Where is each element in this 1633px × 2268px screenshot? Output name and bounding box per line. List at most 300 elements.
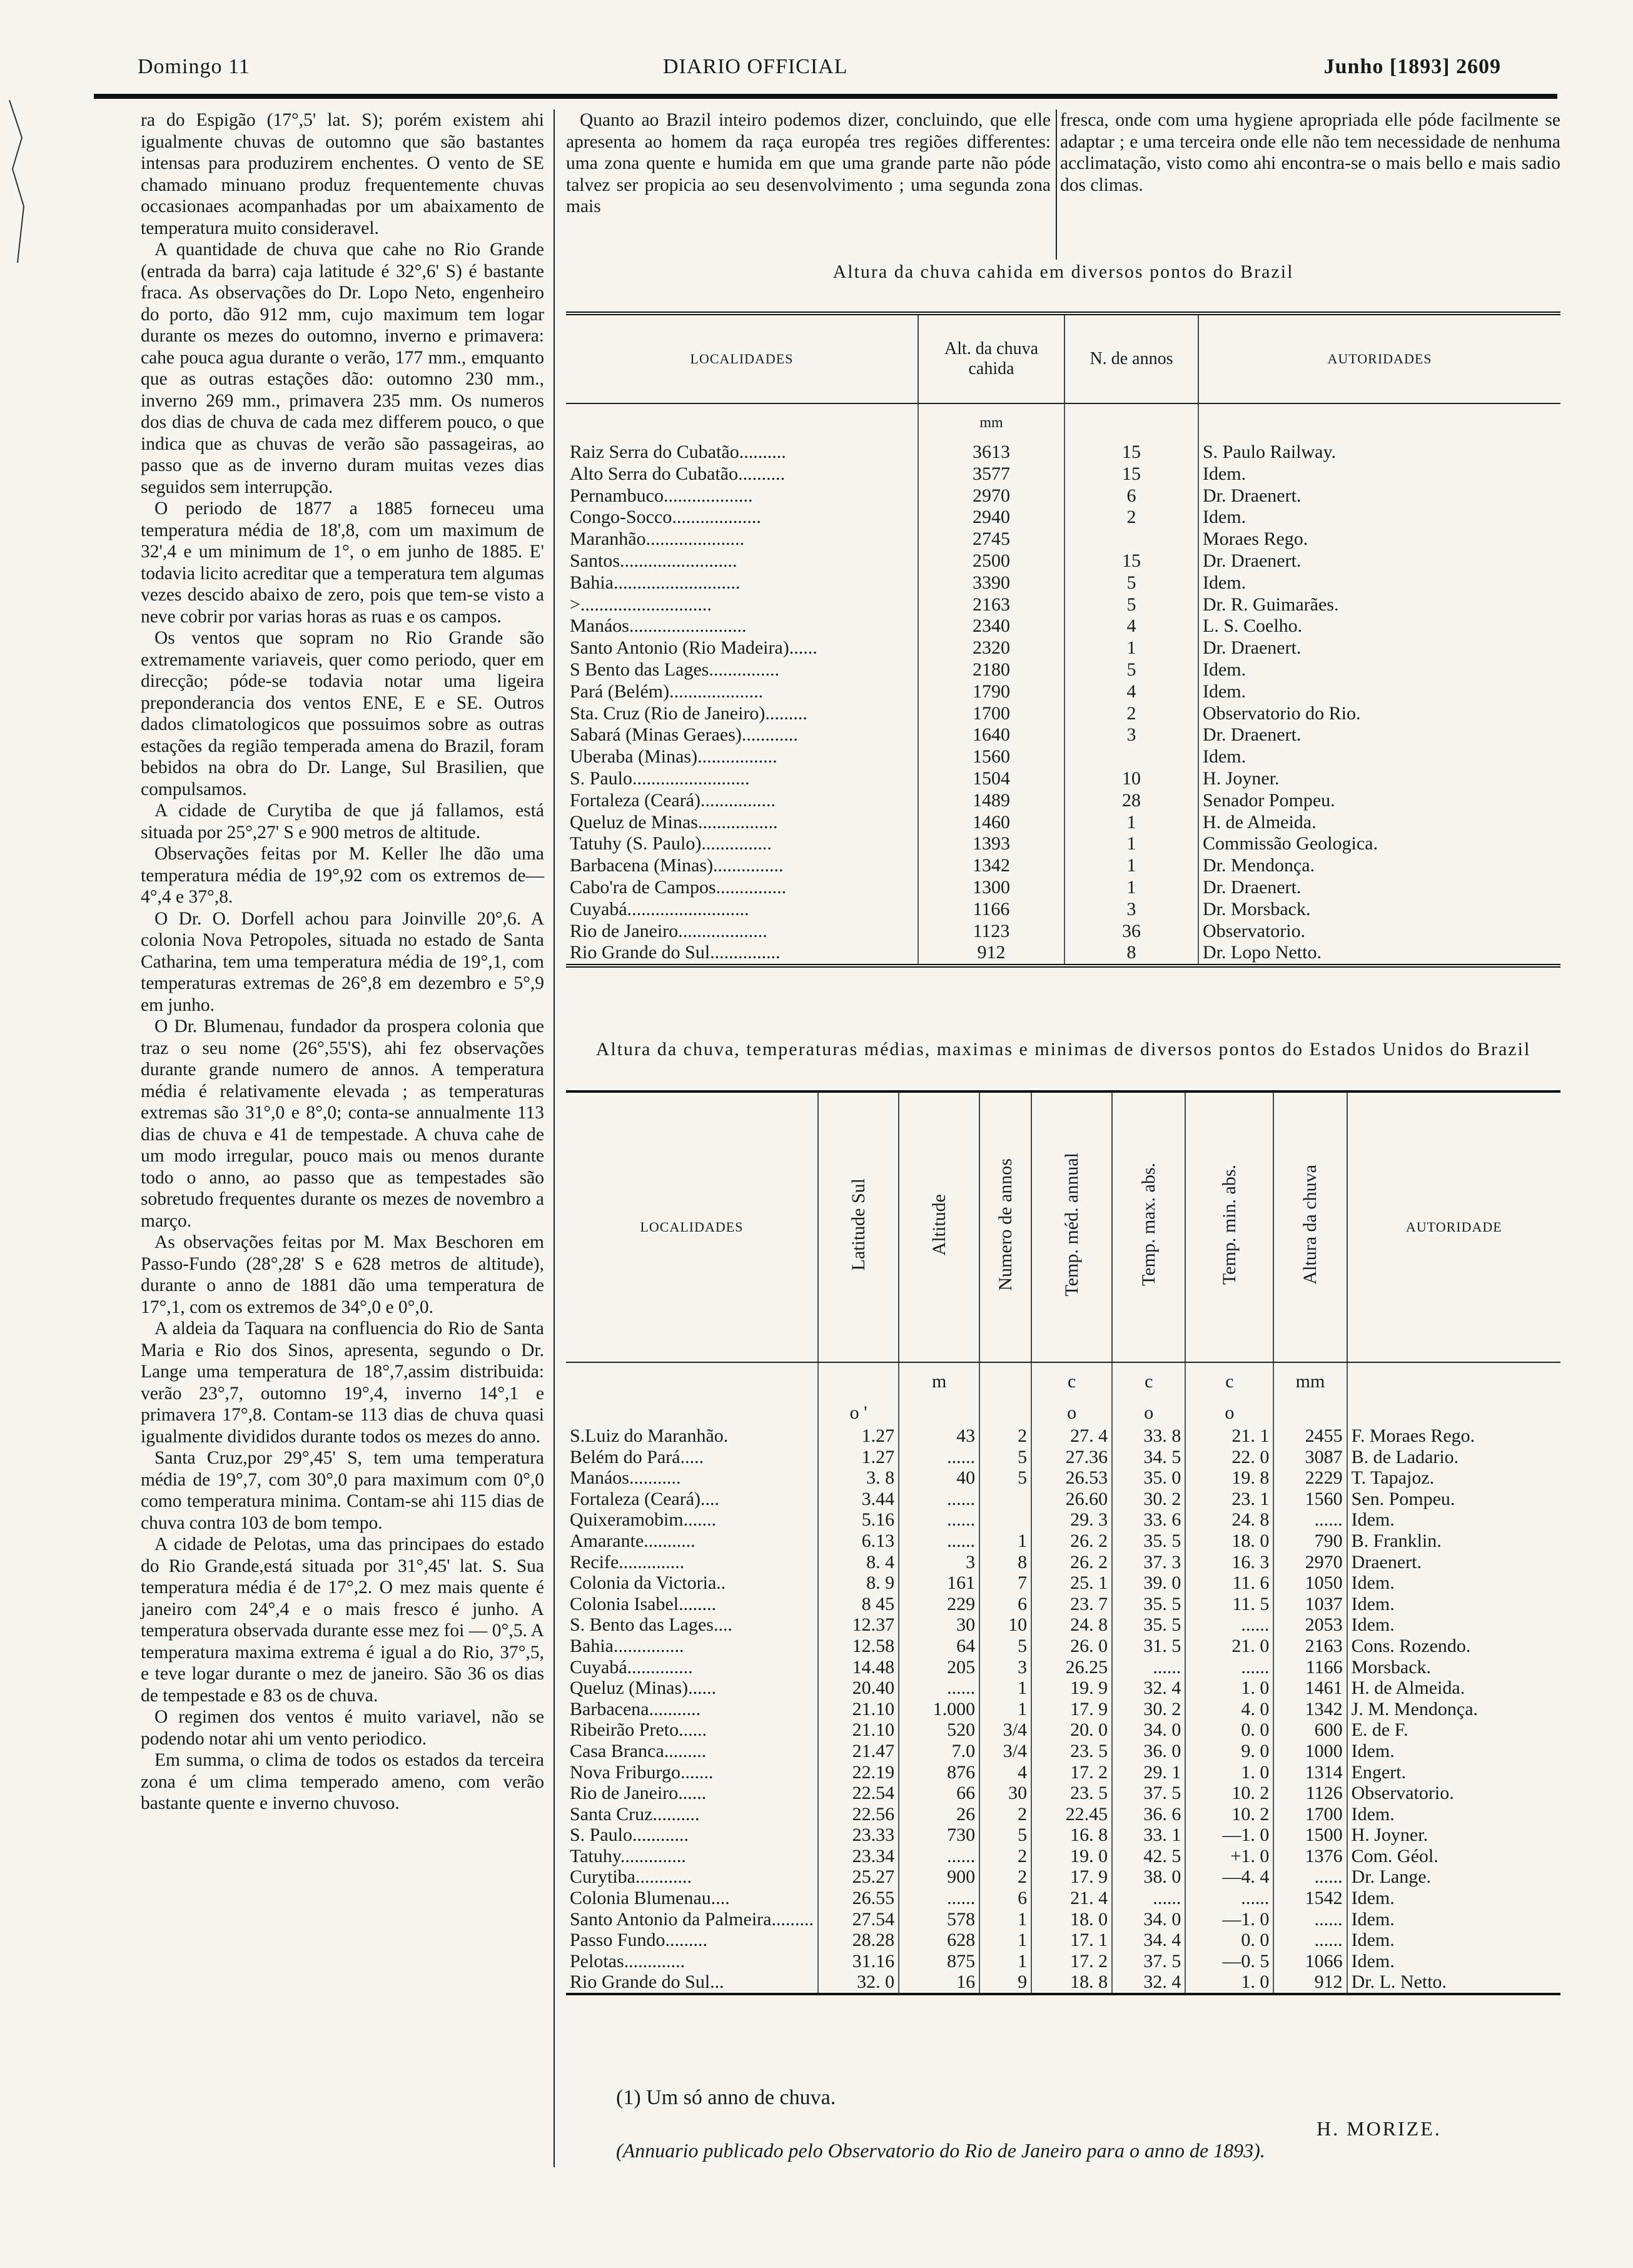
table-cell: S. Paulo......................... — [566, 768, 918, 790]
article-column-right — [1060, 109, 1560, 196]
table-cell: 8. 4 — [818, 1552, 899, 1573]
table-cell: 11. 5 — [1185, 1594, 1273, 1615]
table-cell: 18. 8 — [1031, 1972, 1112, 1994]
table-cell: 5 — [979, 1447, 1031, 1468]
table-cell: —1. 0 — [1185, 1909, 1273, 1930]
table-cell: 1376 — [1273, 1846, 1347, 1867]
table-row — [566, 1888, 1560, 1909]
table-cell: 37. 5 — [1112, 1783, 1185, 1804]
table-cell: +1. 0 — [1185, 1846, 1273, 1867]
table-cell: 1 — [979, 1930, 1031, 1951]
table-cell: 10. 2 — [1185, 1783, 1273, 1804]
table-cell: 19. 9 — [1031, 1678, 1112, 1699]
table-cell: 1 — [1064, 833, 1198, 855]
table-cell: 19. 8 — [1185, 1467, 1273, 1489]
table-cell: ...... — [1112, 1888, 1185, 1909]
header-title: DIARIO OFFICIAL — [663, 55, 848, 78]
table-cell: 1166 — [918, 899, 1064, 921]
table-cell: 2 — [979, 1866, 1031, 1888]
table-cell: Moraes Rego. — [1203, 529, 1308, 550]
table-cell: 30 — [979, 1783, 1031, 1804]
table-cell: 64 — [899, 1636, 979, 1657]
table-cell: 5 — [1064, 659, 1198, 681]
table-cell: 31.16 — [818, 1951, 899, 1972]
table-cell: 1 — [1064, 812, 1198, 834]
table-cell: Idem. — [1203, 507, 1246, 528]
table-cell: 1542 — [1273, 1888, 1347, 1909]
table2-header-label: Numero de annos — [994, 1158, 1016, 1291]
article-paragraph: O Dr. O. Dorfell achou para Joinville 20°,6. A colonia Nova Petropoles, situada no estado de Santa Catharina, tem uma temperatura média de 19°,1, com temperaturas extremas de 26°,8 em dezembro e 5°,9 em junho. — [141, 908, 544, 1015]
table-cell: 25.27 — [818, 1866, 899, 1888]
table-cell: Idem. — [1203, 681, 1246, 702]
table2-units-cell — [979, 1362, 1031, 1400]
table-cell: 2320 — [918, 637, 1064, 659]
table-cell: 19. 0 — [1031, 1846, 1112, 1867]
table-cell: 6.13 — [818, 1531, 899, 1552]
table2-caption: Altura da chuva, temperaturas médias, maximas e minimas de diversos pontos do Estados Unidos do Brazil — [595, 1039, 1531, 1060]
table-cell: 35. 0 — [1112, 1467, 1185, 1489]
table-cell: Barbacena........... — [566, 1699, 818, 1720]
table-cell: 3087 — [1273, 1447, 1347, 1468]
table-cell: Idem. — [1351, 1930, 1395, 1951]
article-column-middle — [566, 109, 1051, 218]
table-cell: Dr. Morsback. — [1203, 898, 1311, 919]
table-cell: ...... — [899, 1489, 979, 1510]
table-cell: 36. 0 — [1112, 1741, 1185, 1762]
table-cell: 3 — [1064, 899, 1198, 921]
table-cell: 578 — [899, 1909, 979, 1930]
table-cell: Idem. — [1351, 1509, 1395, 1531]
table-row — [566, 1552, 1560, 1573]
table-cell: S. Paulo............ — [566, 1825, 818, 1846]
table-cell: 32. 4 — [1112, 1972, 1185, 1994]
table-cell: 3 — [899, 1552, 979, 1573]
table2-units-cell: c — [1112, 1362, 1185, 1400]
table-cell: ...... — [1185, 1614, 1273, 1636]
table-cell: 8 — [1064, 942, 1198, 966]
table-cell: 1. 0 — [1185, 1972, 1273, 1994]
table-cell: Quixeramobim....... — [566, 1509, 818, 1531]
table-cell: 3. 8 — [818, 1467, 899, 1489]
table-cell: 36. 6 — [1112, 1804, 1185, 1825]
table-cell: 17. 9 — [1031, 1866, 1112, 1888]
table-cell: 21. 1 — [1185, 1425, 1273, 1447]
table-row — [566, 1657, 1560, 1678]
table-cell: 34. 0 — [1112, 1719, 1185, 1741]
table-cell: —1. 0 — [1185, 1825, 1273, 1846]
table-cell: 35. 5 — [1112, 1614, 1185, 1636]
table-cell: 1560 — [918, 746, 1064, 768]
table-row — [566, 833, 1560, 855]
article-paragraph: O periodo de 1877 a 1885 forneceu uma temperatura média de 18',8, com um maximum de 32',4 e um minimum de 1°, o em junho de 1885. E' todavia licito acreditar que a temperatura tem algumas vezes descido abaixo de zero, pois que tem-se visto a neve cobrir por varias horas as ruas e os campos. — [141, 499, 544, 627]
table-cell: Amarante........... — [566, 1531, 818, 1552]
table-cell: H. de Almeida. — [1351, 1678, 1465, 1699]
table-cell: Idem. — [1351, 1950, 1395, 1972]
table-cell: Queluz (Minas)...... — [566, 1678, 818, 1699]
table-cell: 10 — [979, 1614, 1031, 1636]
table-cell: 2 — [1064, 703, 1198, 725]
table-row — [566, 1741, 1560, 1762]
table-row — [566, 1572, 1560, 1594]
table-cell: 42. 5 — [1112, 1846, 1185, 1867]
table-cell: Dr. Draenert. — [1203, 550, 1302, 571]
table-cell: 7.0 — [899, 1741, 979, 1762]
table-cell: 17. 1 — [1031, 1930, 1112, 1951]
header-date: Domingo 11 — [138, 55, 250, 78]
table-cell: 1 — [979, 1678, 1031, 1699]
table2-units-cell: mm — [1273, 1362, 1347, 1400]
table-cell: Dr. L. Netto. — [1351, 1972, 1447, 1993]
table-cell: 23.33 — [818, 1825, 899, 1846]
table-cell: 37. 3 — [1112, 1552, 1185, 1573]
table-cell: Tatuhy.............. — [566, 1846, 818, 1867]
table-cell: ...... — [899, 1447, 979, 1468]
table-row — [566, 1425, 1560, 1447]
table-cell: ...... — [899, 1846, 979, 1867]
table-cell — [979, 1509, 1031, 1531]
table-row — [566, 1531, 1560, 1552]
table-cell: Idem. — [1351, 1593, 1395, 1614]
table-cell: 3.44 — [818, 1489, 899, 1510]
table-cell: 23.34 — [818, 1846, 899, 1867]
table-cell: 2229 — [1273, 1467, 1347, 1489]
table-cell: S.Luiz do Maranhão. — [566, 1425, 818, 1447]
table2-header — [1112, 1091, 1185, 1362]
table-cell: 1066 — [1273, 1951, 1347, 1972]
table-cell: 30. 2 — [1112, 1489, 1185, 1510]
table-cell: 34. 4 — [1112, 1930, 1185, 1951]
table2-header — [818, 1091, 899, 1362]
table-cell: 43 — [899, 1425, 979, 1447]
table-cell: 3/4 — [979, 1741, 1031, 1762]
table-row — [566, 1951, 1560, 1972]
table-cell: 900 — [899, 1866, 979, 1888]
table-cell: —0. 5 — [1185, 1951, 1273, 1972]
table1-header-annos: N. de annos — [1064, 313, 1198, 403]
table-cell: 1126 — [1273, 1783, 1347, 1804]
table-cell: 37. 5 — [1112, 1951, 1185, 1972]
table-row — [566, 1909, 1560, 1930]
table-cell: 26.60 — [1031, 1489, 1112, 1510]
table-row — [566, 615, 1560, 637]
table-cell: 9 — [979, 1972, 1031, 1994]
table-cell: Rio Grande do Sul............... — [566, 942, 918, 966]
article-paragraph: fresca, onde com uma hygiene apropriada elle póde facilmente se adaptar ; e uma terceira onde elle não tem necessidade de nenhuma acclimatação, visto como ahi encontra-se o mais bello e mais sadio dos climas. — [1060, 110, 1560, 195]
table-cell: 3390 — [918, 572, 1064, 594]
table-cell: 5 — [979, 1825, 1031, 1846]
header-rule — [94, 94, 1557, 99]
source-note: (Annuario publicado pelo Observatorio do Rio de Janeiro para o anno de 1893). — [616, 2139, 1265, 2162]
table-cell: 5.16 — [818, 1509, 899, 1531]
table-cell: Rio de Janeiro................... — [566, 921, 918, 943]
table-row — [566, 746, 1560, 768]
table2-header — [1031, 1091, 1112, 1362]
article-paragraph: A cidade de Curytiba de que já fallamos, está situada por 25°,27' S e 900 metros de altitude. — [141, 801, 544, 843]
table1-header-localidades: LOCALIDADES — [566, 313, 918, 403]
table-cell: Idem. — [1351, 1888, 1395, 1909]
table-row — [566, 1783, 1560, 1804]
table-row — [566, 1509, 1560, 1531]
table-cell: 12.37 — [818, 1614, 899, 1636]
table-row — [566, 812, 1560, 834]
table-cell: 1037 — [1273, 1594, 1347, 1615]
table-cell: Santos......................... — [566, 550, 918, 572]
table-row — [566, 768, 1560, 790]
table-cell: ...... — [1185, 1657, 1273, 1678]
table-cell: 3613 — [918, 442, 1064, 463]
table-cell: Dr. Lopo Netto. — [1203, 942, 1322, 963]
table-row — [566, 724, 1560, 746]
table-cell: B. Franklin. — [1351, 1530, 1442, 1551]
table-cell: 23. 5 — [1031, 1741, 1112, 1762]
table-row — [566, 681, 1560, 703]
table-cell — [979, 1489, 1031, 1510]
table-cell: 628 — [899, 1930, 979, 1951]
table-cell: 2 — [979, 1846, 1031, 1867]
table-cell: ...... — [1273, 1930, 1347, 1951]
table-cell: 2163 — [1273, 1636, 1347, 1657]
table-row — [566, 1636, 1560, 1657]
table-cell: Observatorio. — [1351, 1783, 1454, 1804]
table-cell: 1.27 — [818, 1425, 899, 1447]
table-cell: 23. 7 — [1031, 1594, 1112, 1615]
table-row — [566, 637, 1560, 659]
table2-symbols-cell: o — [1112, 1400, 1185, 1425]
signature: H. MORIZE. — [1317, 2117, 1442, 2140]
table-row — [566, 1447, 1560, 1468]
table-cell: 17. 2 — [1031, 1762, 1112, 1783]
table-cell: Com. Géol. — [1351, 1845, 1438, 1866]
table-cell: 5 — [979, 1467, 1031, 1489]
table-cell: 36 — [1064, 921, 1198, 943]
table-cell: 1000 — [1273, 1741, 1347, 1762]
table-cell: 29. 3 — [1031, 1509, 1112, 1531]
table-cell: 26.53 — [1031, 1467, 1112, 1489]
table-row — [566, 1762, 1560, 1783]
article-paragraph: Os ventos que sopram no Rio Grande são extremamente variaveis, quer como periodo, quer em direcção; póde-se todavia notar uma ligeira preponderancia dos ventos ENE, E e SE. Outros dados climatologicos que possuimos sobre as outras estações da região temperada amena do Brazil, foram bebidos na obra do Dr. Lange, Sul Brasilien, que compulsamos. — [141, 628, 544, 799]
rainfall-table — [566, 311, 1560, 968]
table-cell: 1314 — [1273, 1762, 1347, 1783]
table-cell: 1 — [979, 1699, 1031, 1720]
table-cell: 22. 0 — [1185, 1447, 1273, 1468]
table-cell: 1 — [979, 1909, 1031, 1930]
table-cell: Maranhão..................... — [566, 529, 918, 550]
table-cell: ...... — [899, 1888, 979, 1909]
table-cell: L. S. Coelho. — [1203, 615, 1303, 637]
table2-symbols-cell: o ' — [818, 1400, 899, 1425]
table2-header-label: Temp. min. abs. — [1218, 1164, 1240, 1285]
table-cell: Santo Antonio da Palmeira......... — [566, 1909, 818, 1930]
table-cell: 3 — [979, 1657, 1031, 1678]
table-row — [566, 507, 1560, 529]
article-paragraph: ra do Espigão (17°,5' lat. S); porém existem ahi igualmente chuvas de outomno que são bastantes intensas para produzirem enchentes. O vento de SE chamado minuano produz frequentemente chuvas occasionaes acompanhadas por um abaixamento de temperatura muito consideravel. — [141, 110, 544, 238]
table-cell: 1560 — [1273, 1489, 1347, 1510]
table-cell: Colonia da Victoria.. — [566, 1572, 818, 1594]
table-cell: Curytiba............ — [566, 1866, 818, 1888]
table-cell: 1500 — [1273, 1825, 1347, 1846]
table-cell: 26 — [899, 1804, 979, 1825]
table-cell: 22.19 — [818, 1762, 899, 1783]
table-cell: Fortaleza (Ceará)................ — [566, 790, 918, 812]
table-cell: 66 — [899, 1783, 979, 1804]
table-cell: 1700 — [1273, 1804, 1347, 1825]
table-cell: 1. 0 — [1185, 1678, 1273, 1699]
table-cell: Rio de Janeiro...... — [566, 1783, 818, 1804]
table-cell: S Bento das Lages............... — [566, 659, 918, 681]
table-cell: 6 — [1064, 485, 1198, 507]
table2-units-cell — [566, 1362, 818, 1400]
table-cell — [1064, 746, 1198, 768]
table-row — [566, 703, 1560, 725]
table-cell: 6 — [979, 1594, 1031, 1615]
table1-header-altura: Alt. da chuva cahida — [918, 313, 1064, 403]
table-cell: Rio Grande do Sul... — [566, 1972, 818, 1994]
table-cell: 2163 — [918, 594, 1064, 616]
table-cell: 22.56 — [818, 1804, 899, 1825]
table2-header — [979, 1091, 1031, 1362]
table-cell: Idem. — [1351, 1614, 1395, 1636]
table2-symbols-cell — [899, 1400, 979, 1425]
table-cell: 21. 0 — [1185, 1636, 1273, 1657]
table-cell: 26.25 — [1031, 1657, 1112, 1678]
table-cell: 161 — [899, 1572, 979, 1594]
table-cell: 2970 — [1273, 1552, 1347, 1573]
table-cell: 16 — [899, 1972, 979, 1994]
table-cell: Draenert. — [1351, 1551, 1422, 1572]
table-cell: Commissão Geologica. — [1203, 833, 1378, 854]
table-cell: Fortaleza (Ceará).... — [566, 1489, 818, 1510]
table-cell: 1 — [979, 1531, 1031, 1552]
table-cell: 33. 1 — [1112, 1825, 1185, 1846]
table-cell: Uberaba (Minas)................. — [566, 746, 918, 768]
table-cell: 26. 2 — [1031, 1531, 1112, 1552]
table-cell: Sabará (Minas Geraes)............ — [566, 724, 918, 746]
table-cell: Idem. — [1351, 1740, 1395, 1761]
table-cell: Dr. Mendonça. — [1203, 855, 1315, 876]
table-cell: 1640 — [918, 724, 1064, 746]
table-row — [566, 529, 1560, 550]
table-cell: 15 — [1064, 463, 1198, 485]
table-cell: Bahia............... — [566, 1636, 818, 1657]
table-cell: Bahia........................... — [566, 572, 918, 594]
table-cell: 7 — [979, 1572, 1031, 1594]
table-cell: Alto Serra do Cubatão.......... — [566, 463, 918, 485]
table-cell: 2970 — [918, 485, 1064, 507]
table-row — [566, 1594, 1560, 1615]
table-cell: 520 — [899, 1719, 979, 1741]
article-paragraph: A aldeia da Taquara na confluencia do Rio de Santa Maria e Rio dos Sinos, apresenta, segundo o Dr. Lange uma temperatura de 18°,7,assim distribuida: verão 23°,7, outomno 19°,4, inverno 14°,1 e primavera 17°,8. Contam-se 113 dias de chuva quasi igualmente divididos durante todos os mezes do anno. — [141, 1319, 544, 1447]
table-cell: Cuyabá.............. — [566, 1657, 818, 1678]
table-cell: 21.10 — [818, 1719, 899, 1741]
table-cell: Colonia Isabel........ — [566, 1594, 818, 1615]
table-row — [566, 463, 1560, 485]
margin-pencil-mark — [6, 100, 31, 288]
table-cell: 32. 4 — [1112, 1678, 1185, 1699]
footnote: (1) Um só anno de chuva. — [616, 2086, 836, 2109]
table-cell: 1700 — [918, 703, 1064, 725]
table-cell: Raiz Serra do Cubatão.......... — [566, 442, 918, 463]
table-cell: 1166 — [1273, 1657, 1347, 1678]
table-cell: 39. 0 — [1112, 1572, 1185, 1594]
table-cell: 229 — [899, 1594, 979, 1615]
table-cell: 21.10 — [818, 1699, 899, 1720]
table-cell: 1461 — [1273, 1678, 1347, 1699]
table-cell: 1790 — [918, 681, 1064, 703]
table-cell: 21.47 — [818, 1741, 899, 1762]
table-cell: 25. 1 — [1031, 1572, 1112, 1594]
table-cell: 8 — [979, 1552, 1031, 1573]
table-cell: 1. 0 — [1185, 1762, 1273, 1783]
table-cell: 34. 0 — [1112, 1909, 1185, 1930]
article-paragraph: Santa Cruz,por 29°,45' S, tem uma temperatura média de 19°,7, com 30°,0 para maximum com 0°,0 como temperatura minima. Contam-se ahi 115 dias de chuva contra 103 de bom tempo. — [141, 1448, 544, 1533]
table-cell: 2 — [979, 1425, 1031, 1447]
table-cell: S. Bento das Lages.... — [566, 1614, 818, 1636]
table-cell: 16. 3 — [1185, 1552, 1273, 1573]
table-row — [566, 1972, 1560, 1994]
table-cell: 205 — [899, 1657, 979, 1678]
table-cell: H. Joyner. — [1351, 1825, 1428, 1846]
article-paragraph: O Dr. Blumenau, fundador da prospera colonia que traz o seu nome (26°,55'S), ahi fez observações durante grande numero de annos. A temperatura média é relativamente elevada ; as temperaturas extremas são 31°,0 e 8°,0; conta-se annualmente 113 dias de chuva e 41 de tempestade. A chuva cahe de um modo irregular, pouco mais ou menos durante todo o anno, ao passo que as tempestades são sobretudo frequentes durante os mezes de novembro a março. — [141, 1016, 544, 1231]
table-cell: 3/4 — [979, 1719, 1031, 1741]
table-cell: 20.40 — [818, 1678, 899, 1699]
table-cell: 8 45 — [818, 1594, 899, 1615]
table-cell: ...... — [1185, 1888, 1273, 1909]
climate-table — [566, 1090, 1560, 1995]
table-cell: Idem. — [1203, 572, 1246, 593]
table-cell: 4 — [1064, 615, 1198, 637]
table2-units-cell: c — [1185, 1362, 1273, 1400]
table-row — [566, 594, 1560, 616]
table-cell: —4. 4 — [1185, 1866, 1273, 1888]
table-cell: Nova Friburgo....... — [566, 1762, 818, 1783]
table-cell: 0. 0 — [1185, 1930, 1273, 1951]
table-cell: 24. 8 — [1185, 1509, 1273, 1531]
table-row — [566, 485, 1560, 507]
table-row — [566, 1678, 1560, 1699]
table-cell: 730 — [899, 1825, 979, 1846]
table-cell: Pará (Belém).................... — [566, 681, 918, 703]
table2-symbols-cell — [566, 1400, 818, 1425]
article-paragraph: Quanto ao Brazil inteiro podemos dizer, concluindo, que elle apresenta ao homem da raça européa tres regiões differentes: uma zona quente e humida em que uma grande parte não póde talvez ser propicia ao seu desenvolvimento ; uma segunda zona mais — [566, 110, 1051, 216]
table-cell: 15 — [1064, 442, 1198, 463]
table-cell: Idem. — [1203, 746, 1246, 767]
table-cell: Dr. Draenert. — [1203, 724, 1302, 746]
table-cell: 5 — [979, 1636, 1031, 1657]
table-cell: Dr. Draenert. — [1203, 485, 1302, 506]
table-cell — [1064, 529, 1198, 550]
table1-unit: mm — [918, 403, 1064, 442]
table-cell: 1489 — [918, 790, 1064, 812]
table-cell: 33. 6 — [1112, 1509, 1185, 1531]
table-cell: 2500 — [918, 550, 1064, 572]
table2-symbols-cell — [1347, 1400, 1560, 1425]
table-cell: Recife.............. — [566, 1552, 818, 1573]
table-cell: 3 — [1064, 724, 1198, 746]
table-cell: Congo-Socco................... — [566, 507, 918, 529]
table-cell: Dr. Draenert. — [1203, 876, 1302, 898]
table-cell: ...... — [1273, 1866, 1347, 1888]
table-cell: Engert. — [1351, 1761, 1407, 1783]
table-row — [566, 899, 1560, 921]
table-cell: Senador Pompeu. — [1203, 789, 1335, 811]
table1-header-autoridades: AUTORIDADES — [1198, 313, 1560, 403]
table-cell: 24. 8 — [1031, 1614, 1112, 1636]
table-cell: ...... — [899, 1531, 979, 1552]
table-cell: E. de F. — [1351, 1719, 1408, 1741]
table-cell: F. Moraes Rego. — [1351, 1425, 1475, 1446]
table-cell: 4 — [1064, 681, 1198, 703]
table-cell: 1123 — [918, 921, 1064, 943]
